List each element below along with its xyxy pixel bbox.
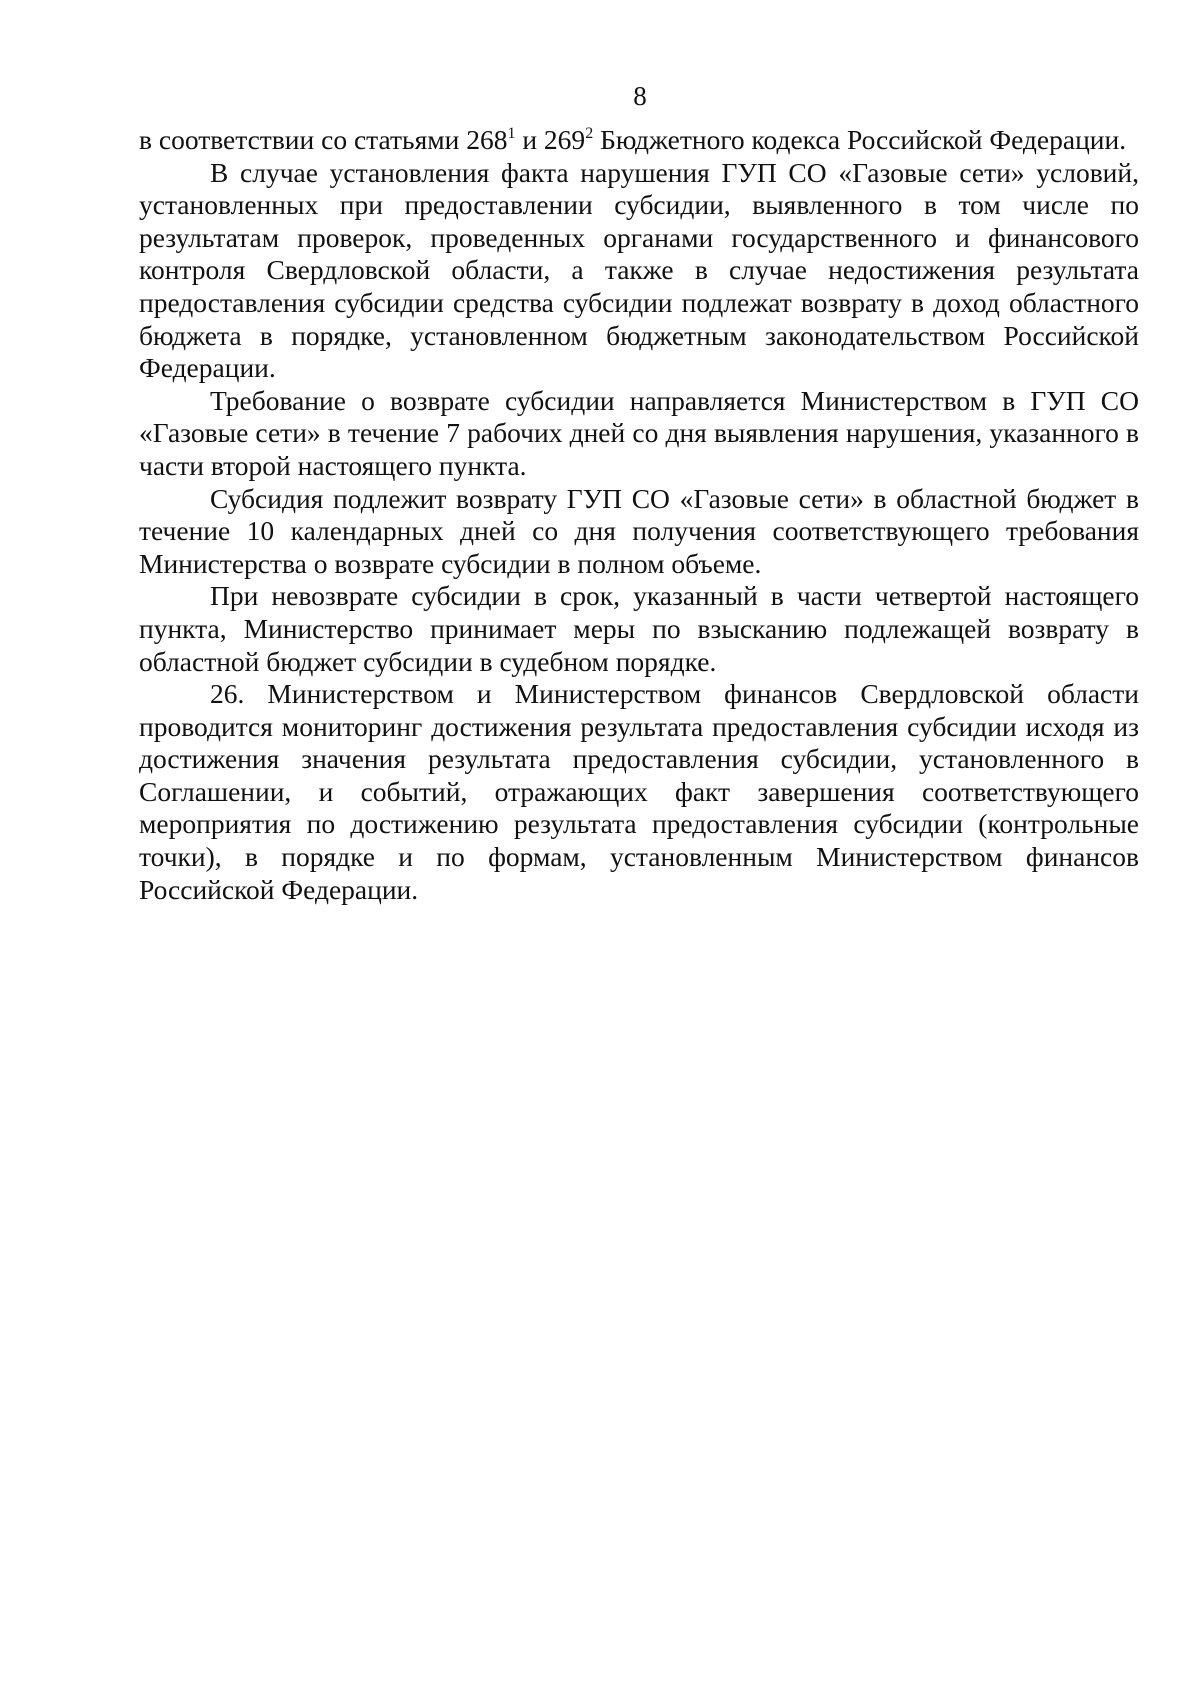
paragraph-text: В случае установления факта нарушения ГУП СО «Газовые сети» условий, установленных при предоставлении субсидии, выявленного в том числе по результатам проверок, проведенных органами государственного и финансового контроля Свердловской области, а также в случае недостижения результата предоставления субсидии средства субсидии подлежат возврату в доход областного бюджета в порядке, установленном бюджетным законодательством Российской Федерации.: [139, 156, 1139, 384]
paragraph: [139, 124, 1139, 157]
paragraph-text: Субсидия подлежит возврату ГУП СО «Газовые сети» в областной бюджет в течение 10 календарных дней со дня получения соответствующего требования Министерства о возврате субсидии в полном объеме.: [139, 482, 1139, 579]
paragraph-text: Бюджетного кодекса Российской Федерации.: [593, 124, 1127, 155]
paragraph-text: в соответствии со статьями 268: [139, 124, 508, 155]
superscript-index: 2: [585, 125, 594, 142]
paragraph-text: и 269: [515, 124, 586, 155]
paragraph: [139, 385, 1139, 483]
page-number: 8: [633, 81, 647, 111]
paragraph: [139, 580, 1139, 678]
paragraph-text: 26. Министерством и Министерством финансов Свердловской области проводится мониторинг достижения результата предоставления субсидии исходя из достижения значения результата предоставления субсидии, установленного в Соглашении, и событий, отражающих факт завершения соответствующего мероприятия по достижению результата предоставления субсидии (контрольные точки), в порядке и по формам, установленным Министерством финансов Российской Федерации.: [139, 678, 1139, 905]
paragraph: [139, 483, 1139, 581]
paragraph-text: При невозврате субсидии в срок, указанный в части четвертой настоящего пункта, Министерство принимает меры по взысканию подлежащей возврату в областной бюджет субсидии в судебном порядке.: [139, 580, 1139, 677]
document-body: [139, 124, 1139, 906]
paragraph: [139, 678, 1139, 906]
paragraph: [139, 157, 1139, 385]
superscript-index: 1: [507, 125, 516, 142]
paragraph-text: Требование о возврате субсидии направляется Министерством в ГУП СО «Газовые сети» в течение 7 рабочих дней со дня выявления нарушения, указанного в части второй настоящего пункта.: [139, 384, 1139, 481]
